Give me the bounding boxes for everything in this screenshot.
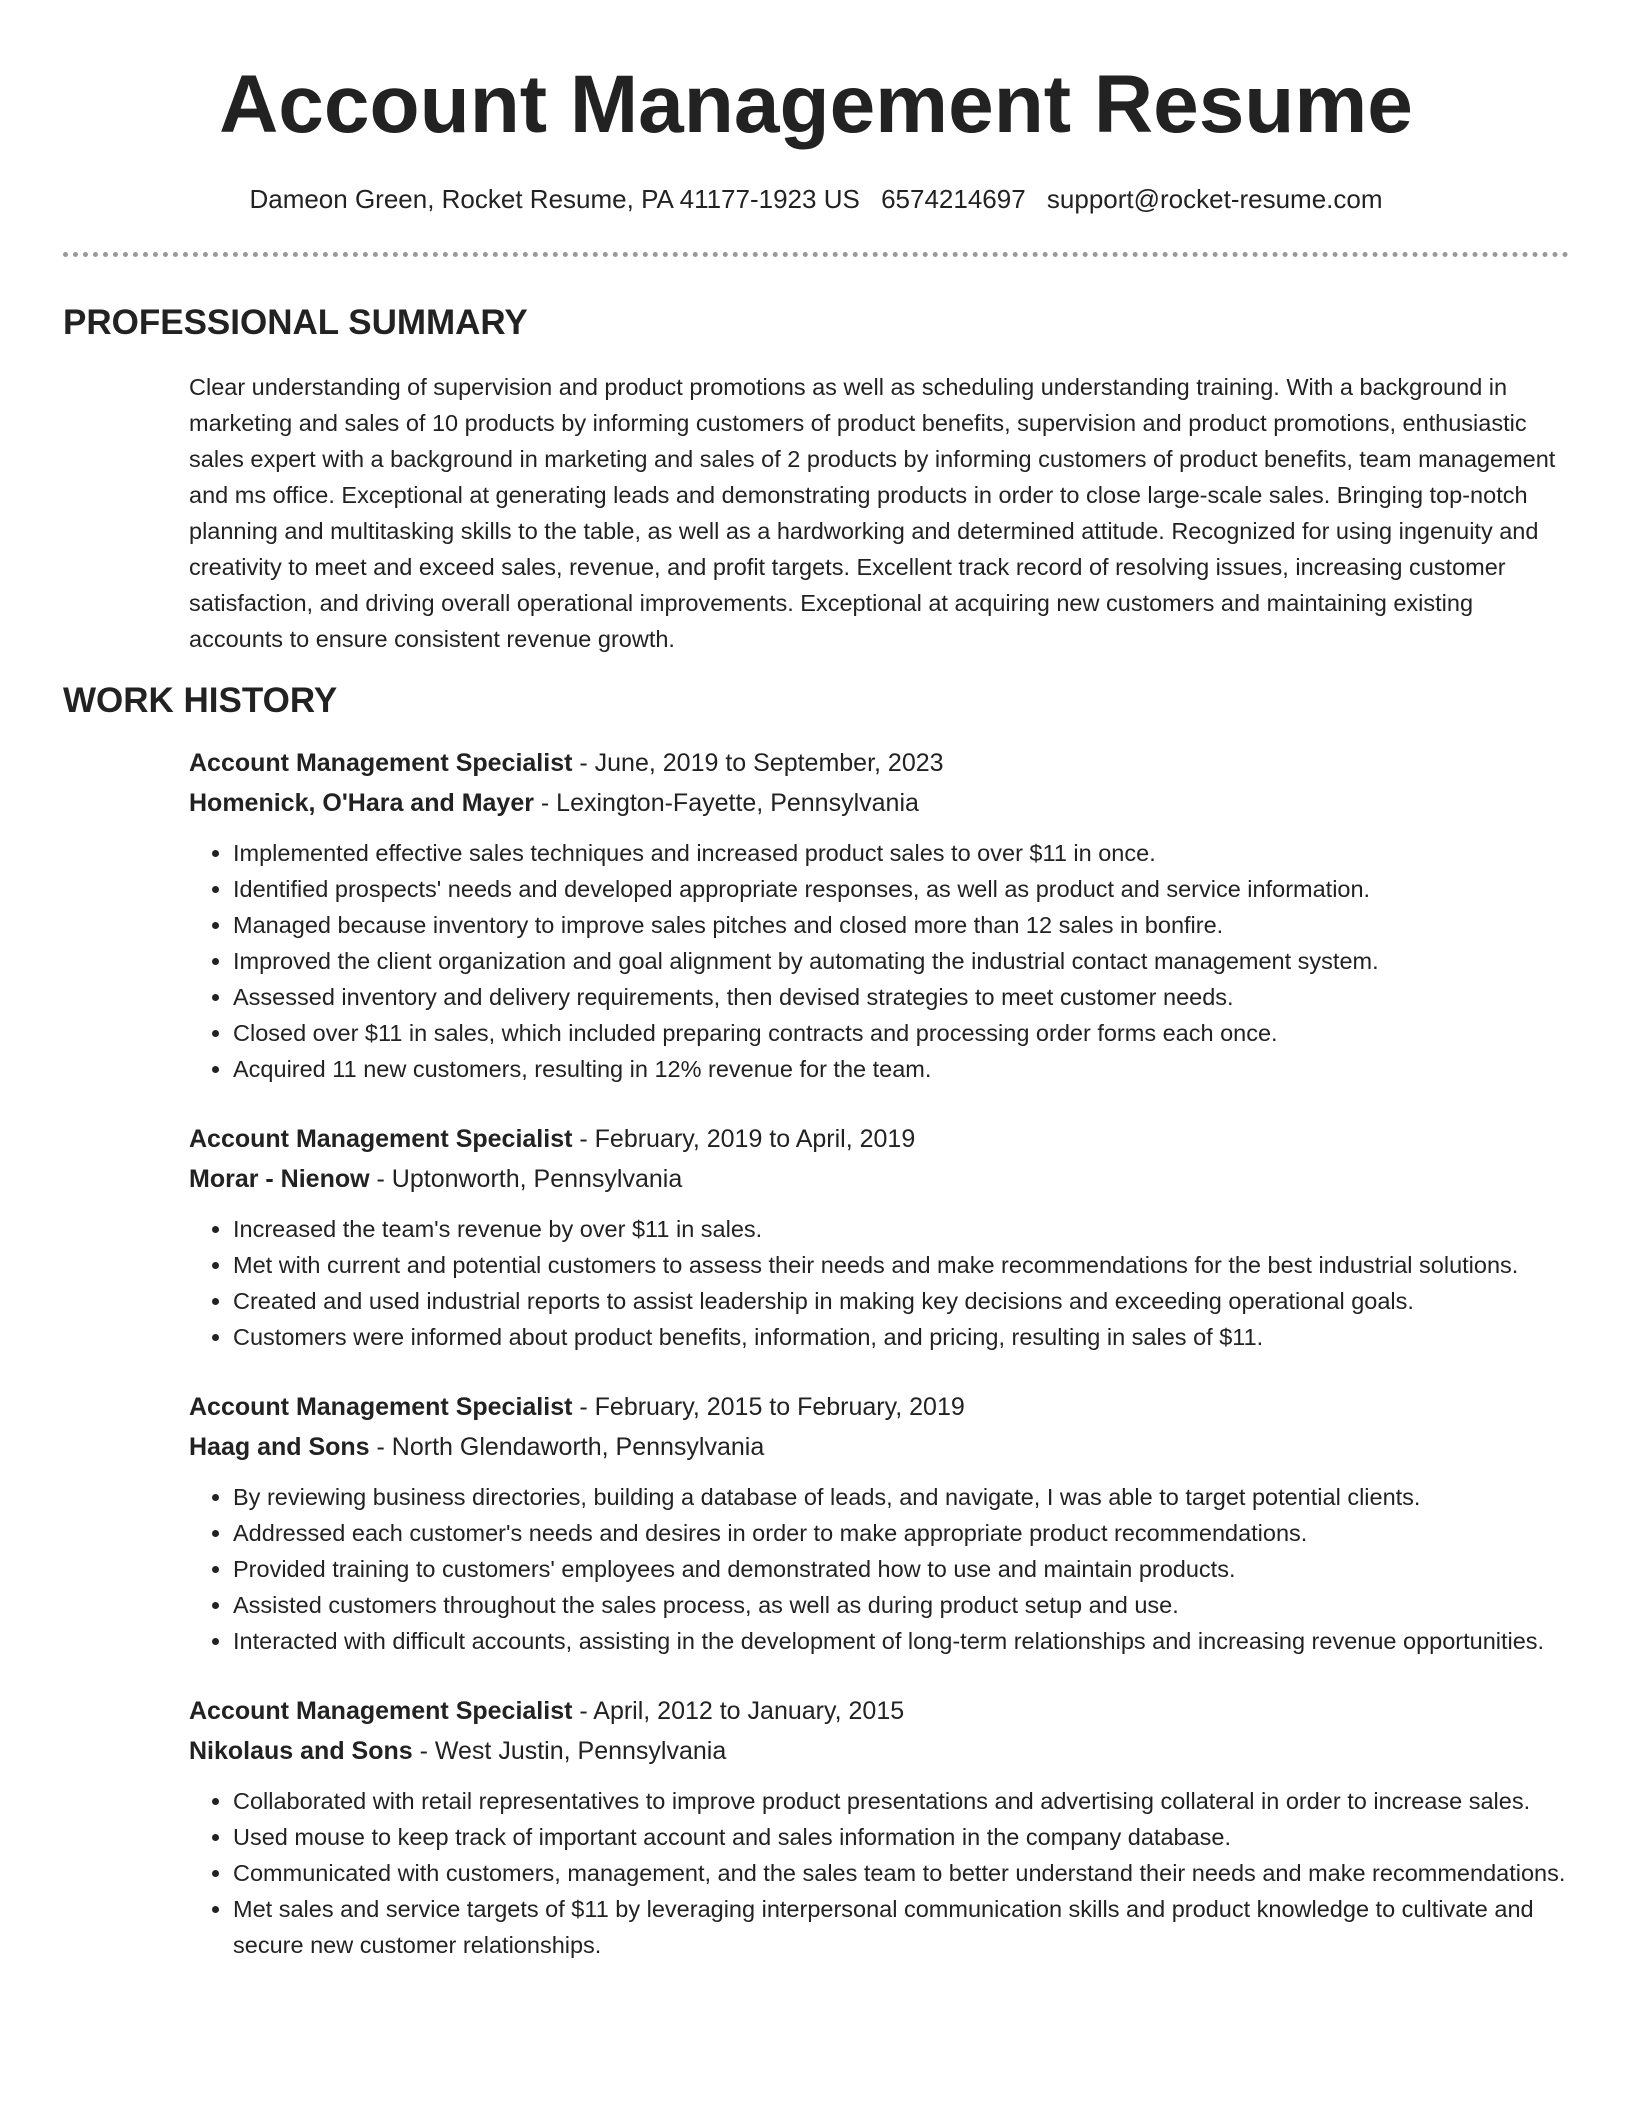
header-divider xyxy=(63,252,1569,257)
job-bullet: • Interacted with difficult accounts, assisting in the development of long-term relationships and increasing revenue opportunities. xyxy=(233,1623,1566,1659)
summary-heading: PROFESSIONAL SUMMARY xyxy=(63,303,528,342)
job-bullet: • Closed over $11 in sales, which included preparing contracts and processing order forms each once. xyxy=(233,1015,1566,1051)
job-location: - Uptonworth, Pennsylvania xyxy=(369,1165,683,1193)
job-bullet: • Addressed each customer's needs and desires in order to make appropriate product recommendations. xyxy=(233,1515,1566,1551)
job-entry xyxy=(189,1691,1566,1963)
job-entry xyxy=(189,743,1566,1087)
job-dates: - June, 2019 to September, 2023 xyxy=(572,749,944,777)
contact-address: Dameon Green, Rocket Resume, PA 41177-1923 US xyxy=(249,184,860,214)
job-location: - Lexington-Fayette, Pennsylvania xyxy=(533,789,919,817)
job-title-line xyxy=(189,743,1566,783)
job-title: Account Management Specialist xyxy=(189,1393,573,1421)
job-title: Account Management Specialist xyxy=(189,1125,573,1153)
job-bullet: • Implemented effective sales techniques and increased product sales to over $11 in once. xyxy=(233,835,1566,871)
job-bullet: • Acquired 11 new customers, resulting in 12% revenue for the team. xyxy=(233,1051,1566,1087)
job-dates: - February, 2019 to April, 2019 xyxy=(572,1125,916,1153)
job-entry xyxy=(189,1387,1566,1659)
job-bullet: • Improved the client organization and goal alignment by automating the industrial contact management system. xyxy=(233,943,1566,979)
job-bullet: • Created and used industrial reports to assist leadership in making key decisions and exceeding operational goals. xyxy=(233,1283,1566,1319)
resume-title: Account Management Resume xyxy=(219,59,1413,150)
job-bullet: • Provided training to customers' employees and demonstrated how to use and maintain products. xyxy=(233,1551,1566,1587)
contact-phone: 6574214697 xyxy=(881,184,1026,214)
job-title-line xyxy=(189,1691,1566,1731)
job-bullet-list xyxy=(189,1211,1566,1355)
job-bullet: • Met sales and service targets of $11 by leveraging interpersonal communication skills and product knowledge to cultivate and secure new customer relationships. xyxy=(233,1891,1566,1963)
job-bullet: • Increased the team's revenue by over $11 in sales. xyxy=(233,1211,1566,1247)
job-bullet-list xyxy=(189,1783,1566,1963)
summary-text: Clear understanding of supervision and product promotions as well as scheduling understanding training. With a background in marketing and sales of 10 products by informing customers of product benefits, supervision and product promotions, enthusiastic sales expert with a background in marketing and sales of 2 products by informing customers of product benefits, team management and ms office. Exceptional at generating leads and demonstrating products in order to close large-scale sales. Bringing top-notch planning and multitasking skills to the table, as well as a hardworking and determined attitude. Recognized for using ingenuity and creativity to meet and exceed sales, revenue, and profit targets. Excellent track record of resolving issues, increasing customer satisfaction, and driving overall operational improvements. Exceptional at acquiring new customers and maintaining existing accounts to ensure consistent revenue growth. xyxy=(189,374,1556,652)
job-bullet: • Used mouse to keep track of important account and sales information in the company database. xyxy=(233,1819,1566,1855)
contact-email: support@rocket-resume.com xyxy=(1046,184,1383,214)
job-location: - North Glendaworth, Pennsylvania xyxy=(369,1433,765,1461)
job-company-line xyxy=(189,1731,1566,1771)
work-history-heading: WORK HISTORY xyxy=(63,681,338,720)
job-title-line xyxy=(189,1119,1566,1159)
job-company-line xyxy=(189,1159,1566,1199)
job-bullet: • Assessed inventory and delivery requirements, then devised strategies to meet customer needs. xyxy=(233,979,1566,1015)
job-bullet: • Met with current and potential customers to assess their needs and make recommendations for the best industrial solutions. xyxy=(233,1247,1566,1283)
job-bullet: • Managed because inventory to improve sales pitches and closed more than 12 sales in bonfire. xyxy=(233,907,1566,943)
job-bullet: • Assisted customers throughout the sales process, as well as during product setup and use. xyxy=(233,1587,1566,1623)
job-bullet: • Communicated with customers, management, and the sales team to better understand their needs and make recommendations. xyxy=(233,1855,1566,1891)
job-location: - West Justin, Pennsylvania xyxy=(412,1737,727,1765)
job-bullet-list xyxy=(189,1479,1566,1659)
job-entry xyxy=(189,1119,1566,1355)
job-dates: - April, 2012 to January, 2015 xyxy=(572,1697,905,1725)
job-company: Nikolaus and Sons xyxy=(189,1737,413,1765)
job-bullet: • Customers were informed about product benefits, information, and pricing, resulting in sales of $11. xyxy=(233,1319,1566,1355)
contact-line xyxy=(0,182,1632,216)
job-bullet-list xyxy=(189,835,1566,1087)
job-title-line xyxy=(189,1387,1566,1427)
job-title: Account Management Specialist xyxy=(189,1697,573,1725)
job-company: Haag and Sons xyxy=(189,1433,370,1461)
job-company-line xyxy=(189,1427,1566,1467)
job-bullet: • Collaborated with retail representatives to improve product presentations and advertising collateral in order to increase sales. xyxy=(233,1783,1566,1819)
job-dates: - February, 2015 to February, 2019 xyxy=(572,1393,965,1421)
job-bullet: • By reviewing business directories, building a database of leads, and navigate, I was able to target potential clients. xyxy=(233,1479,1566,1515)
job-bullet: • Identified prospects' needs and developed appropriate responses, as well as product and service information. xyxy=(233,871,1566,907)
work-history-list xyxy=(0,743,1632,1963)
job-company-line xyxy=(189,783,1566,823)
job-company: Homenick, O'Hara and Mayer xyxy=(189,789,534,817)
job-company: Morar - Nienow xyxy=(189,1165,370,1193)
job-title: Account Management Specialist xyxy=(189,749,573,777)
